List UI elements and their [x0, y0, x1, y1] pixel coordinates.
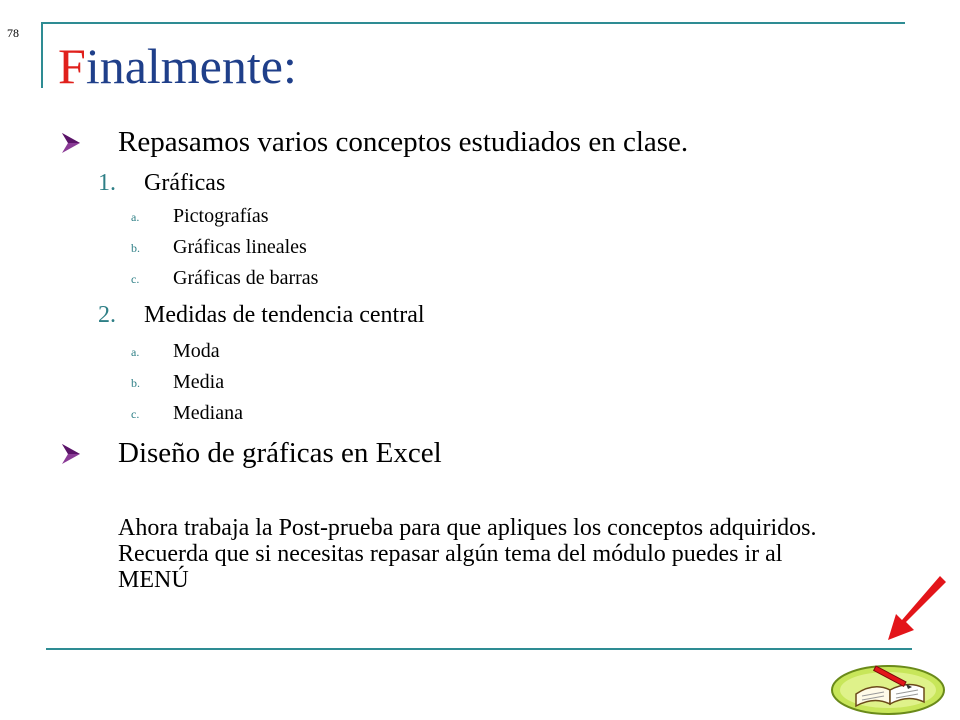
left-rule	[41, 22, 43, 88]
bullet-text: Diseño de gráficas en Excel	[118, 437, 442, 469]
title-rest: inalmente:	[85, 38, 297, 94]
slide-title	[58, 36, 297, 96]
book-menu-icon[interactable]	[828, 660, 948, 716]
arrow-bullet-icon	[60, 443, 82, 465]
numbered-item-medidas	[98, 300, 425, 330]
item-number: 2.	[98, 302, 116, 328]
slide-number: 78	[7, 26, 19, 40]
sub-item	[131, 400, 243, 427]
item-number: 1.	[98, 170, 116, 196]
bottom-rule	[46, 648, 912, 650]
bullet-diseno	[60, 435, 442, 469]
instructions-paragraph: Ahora trabaja la Post-prueba para que apliques los conceptos adquiridos. Recuerda que si necesitas repasar algún tema del módulo puedes ir al MENÚ	[118, 515, 817, 593]
sub-item	[131, 234, 307, 261]
sub-item-text: Moda	[173, 340, 220, 362]
red-arrow-icon[interactable]	[884, 574, 948, 644]
sub-item	[131, 369, 224, 396]
sub-item	[131, 338, 220, 365]
sub-item-letter: c.	[131, 407, 140, 422]
item-label: Medidas de tendencia central	[144, 302, 425, 328]
sub-item-text: Gráficas lineales	[173, 236, 307, 258]
sub-item-text: Pictografías	[173, 205, 269, 227]
sub-item-letter: a.	[131, 345, 140, 360]
sub-item-text: Mediana	[173, 402, 243, 424]
sub-item-letter: a.	[131, 210, 140, 225]
bullet-repasamos	[60, 124, 689, 158]
numbered-item-graficas	[98, 168, 225, 198]
item-label: Gráficas	[144, 170, 226, 196]
sub-item-letter: b.	[131, 241, 140, 256]
sub-item-text: Gráficas de barras	[173, 267, 319, 289]
arrow-bullet-icon	[60, 132, 82, 154]
sub-item	[131, 203, 269, 230]
top-rule	[41, 22, 905, 24]
title-first-letter: F	[58, 38, 86, 94]
bullet-text: Repasamos varios conceptos estudiados en clase.	[118, 126, 689, 158]
sub-item	[131, 265, 318, 292]
sub-item-letter: c.	[131, 272, 140, 287]
sub-item-letter: b.	[131, 376, 140, 391]
sub-item-text: Media	[173, 371, 225, 393]
